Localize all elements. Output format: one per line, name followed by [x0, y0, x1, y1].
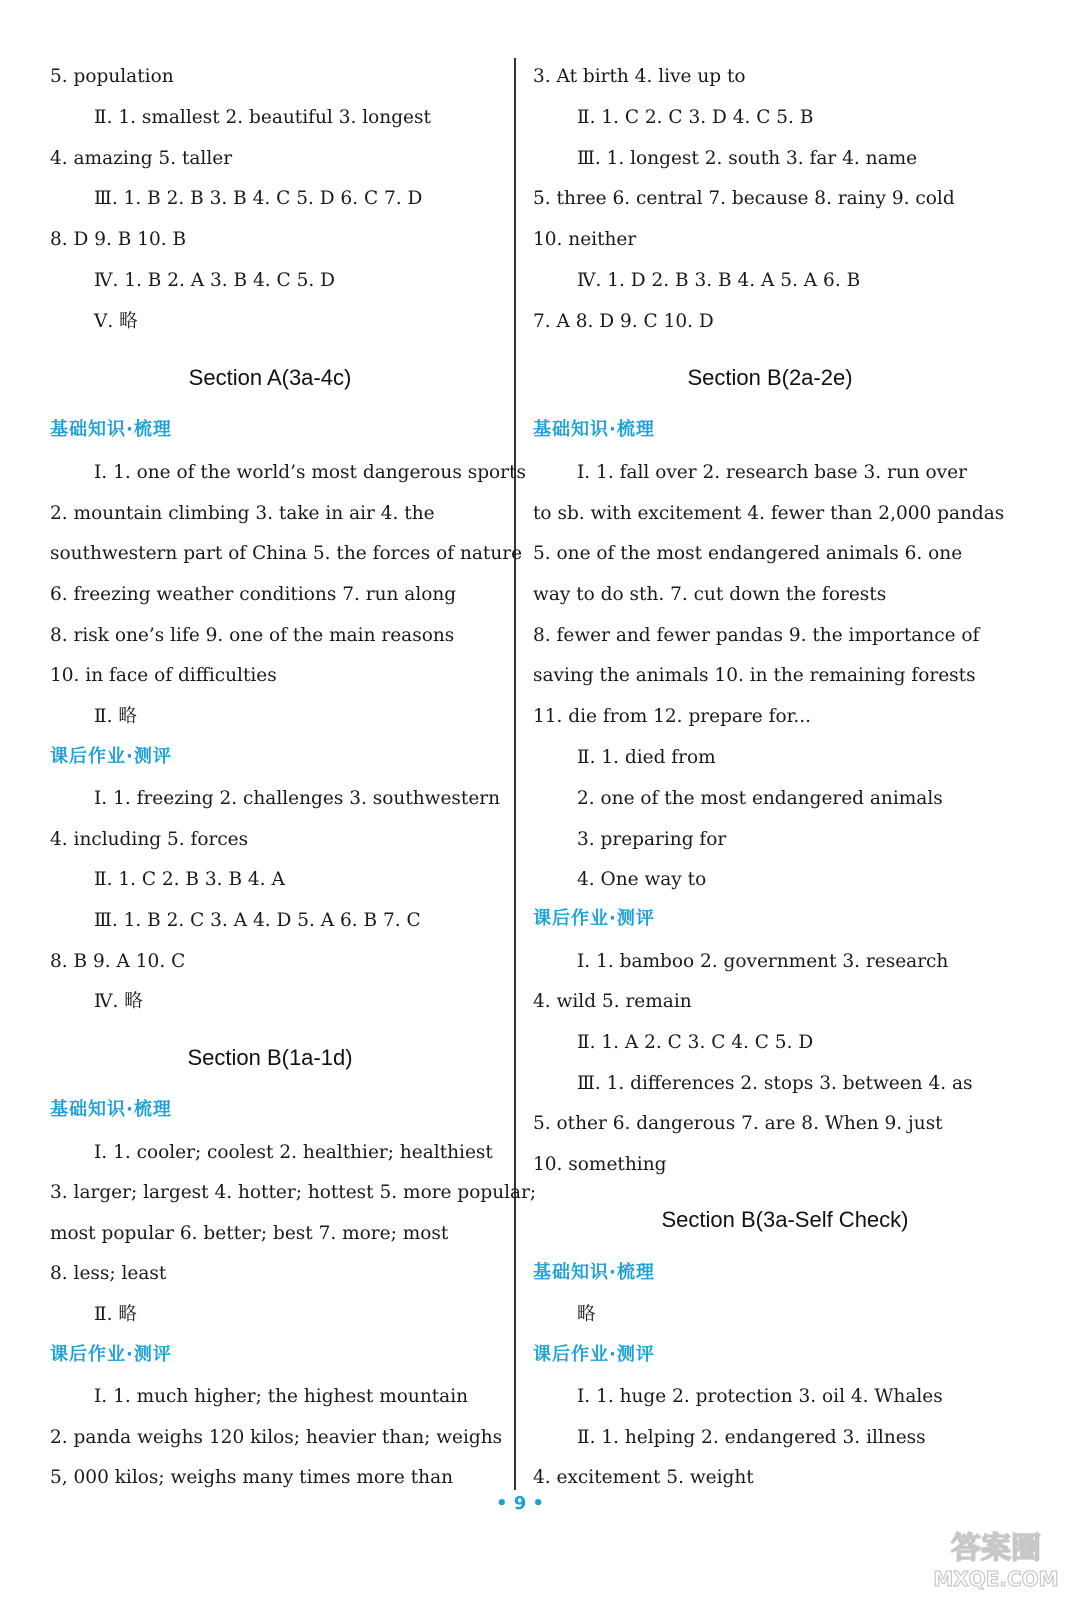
answer-line: 10. neither [533, 229, 637, 250]
answer-line: Ⅱ. 1. C 2. C 3. D 4. C 5. B [577, 107, 814, 128]
answer-line: 8. fewer and fewer pandas 9. the importance of [533, 625, 980, 646]
answer-line: 8. D 9. B 10. B [50, 229, 187, 250]
answer-line: 8. risk one’s life 9. one of the main reasons [50, 625, 455, 646]
answer-line: 4. wild 5. remain [533, 991, 692, 1012]
answer-line: Ⅱ. 1. smallest 2. beautiful 3. longest [94, 107, 431, 128]
answer-line: 3. preparing for [577, 829, 727, 850]
answer-line: 2. one of the most endangered animals [577, 788, 943, 809]
answer-line: Ⅲ. 1. B 2. C 3. A 4. D 5. A 6. B 7. C [94, 910, 421, 931]
answer-line: Ⅱ. 略 [94, 1304, 137, 1325]
watermark-url-text: MXQE.COM [933, 1567, 1059, 1591]
page-number: • 9 • [495, 1493, 545, 1514]
answer-line: 4. One way to [577, 869, 707, 890]
answer-line: southwestern part of China 5. the forces of nature [50, 543, 523, 564]
answer-line: Ⅱ. 略 [94, 706, 137, 727]
answer-line: Ⅰ. 1. fall over 2. research base 3. run over [577, 462, 967, 483]
subsection-label-homework: 课后作业·测评 [533, 908, 655, 929]
watermark-logo-text: 答案圈 [951, 1531, 1041, 1566]
section-heading: Section B(3a-Self Check) [661, 1207, 909, 1232]
answer-line: 7. A 8. D 9. C 10. D [533, 311, 714, 332]
answer-line: Ⅰ. 1. bamboo 2. government 3. research [577, 951, 949, 972]
answer-line: way to do sth. 7. cut down the forests [533, 584, 887, 605]
answer-line: 5. one of the most endangered animals 6. one [533, 543, 963, 564]
subsection-label-homework: 课后作业·测评 [50, 1344, 172, 1365]
answer-line: to sb. with excitement 4. fewer than 2,000 pandas [533, 503, 1005, 524]
answer-line: 5. other 6. dangerous 7. are 8. When 9. just [533, 1113, 943, 1134]
answer-line: 2. mountain climbing 3. take in air 4. the [50, 503, 435, 524]
answer-line: Ⅰ. 1. freezing 2. challenges 3. southwestern [94, 788, 501, 809]
answer-line: 10. something [533, 1154, 667, 1175]
answer-line: 8. B 9. A 10. C [50, 951, 186, 972]
subsection-label-homework: 课后作业·测评 [533, 1344, 655, 1365]
answer-line: 4. excitement 5. weight [533, 1467, 754, 1488]
answer-line: 8. less; least [50, 1263, 167, 1284]
watermark-logo [921, 1524, 1071, 1594]
answer-line: Ⅳ. 略 [94, 991, 143, 1012]
column-divider [514, 58, 516, 1490]
answer-line: 11. die from 12. prepare for... [533, 706, 812, 727]
answer-line: Ⅲ. 1. differences 2. stops 3. between 4. as [577, 1073, 973, 1094]
answer-line: 5, 000 kilos; weighs many times more than [50, 1467, 454, 1488]
answer-line: Ⅳ. 1. B 2. A 3. B 4. C 5. D [94, 270, 335, 291]
answer-line: Ⅱ. 1. A 2. C 3. C 4. C 5. D [577, 1032, 814, 1053]
answer-line: 3. larger; largest 4. hotter; hottest 5. more popular; [50, 1182, 537, 1203]
answer-line: Ⅰ. 1. cooler; coolest 2. healthier; healthiest [94, 1142, 493, 1163]
subsection-label-basics: 基础知识·梳理 [533, 1262, 655, 1283]
section-heading: Section B(1a-1d) [187, 1045, 353, 1070]
answer-line: Ⅰ. 1. huge 2. protection 3. oil 4. Whales [577, 1386, 943, 1407]
answer-line: 10. in face of difficulties [50, 665, 277, 686]
answer-line: most popular 6. better; best 7. more; most [50, 1223, 449, 1244]
answer-line: Ⅰ. 1. one of the world’s most dangerous sports [94, 462, 526, 483]
answer-line: Ⅱ. 1. died from [577, 747, 716, 768]
answer-line: Ⅴ. 略 [94, 311, 138, 332]
answer-line: Ⅱ. 1. helping 2. endangered 3. illness [577, 1427, 926, 1448]
subsection-label-basics: 基础知识·梳理 [50, 1099, 172, 1120]
answer-line: saving the animals 10. in the remaining forests [533, 665, 976, 686]
section-heading: Section A(3a-4c) [188, 365, 352, 390]
subsection-label-basics: 基础知识·梳理 [533, 419, 655, 440]
answer-line: 6. freezing weather conditions 7. run along [50, 584, 457, 605]
subsection-label-homework: 课后作业·测评 [50, 746, 172, 767]
answer-line: 4. amazing 5. taller [50, 148, 233, 169]
answer-line: 2. panda weighs 120 kilos; heavier than; weighs [50, 1427, 503, 1448]
section-heading: Section B(2a-2e) [687, 365, 853, 390]
answer-line: Ⅱ. 1. C 2. B 3. B 4. A [94, 869, 285, 890]
answer-line: Ⅰ. 1. much higher; the highest mountain [94, 1386, 469, 1407]
subsection-label-basics: 基础知识·梳理 [50, 419, 172, 440]
answer-line: 略 [577, 1304, 596, 1325]
answer-line: Ⅳ. 1. D 2. B 3. B 4. A 5. A 6. B [577, 270, 861, 291]
answer-line: Ⅲ. 1. longest 2. south 3. far 4. name [577, 148, 918, 169]
answer-line: 5. population [50, 66, 174, 87]
answer-line: Ⅲ. 1. B 2. B 3. B 4. C 5. D 6. C 7. D [94, 188, 423, 209]
answer-line: 4. including 5. forces [50, 829, 249, 850]
answer-line: 3. At birth 4. live up to [533, 66, 746, 87]
answer-line: 5. three 6. central 7. because 8. rainy 9. cold [533, 188, 955, 209]
